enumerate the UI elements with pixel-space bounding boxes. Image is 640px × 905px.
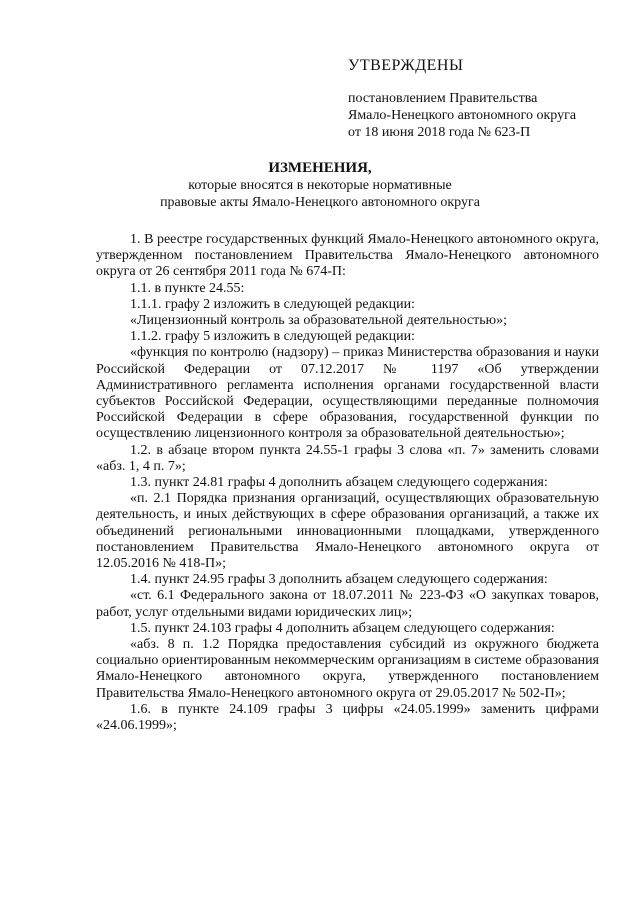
approval-line: от 18 июня 2018 года № 623-П — [348, 125, 531, 140]
paragraph-quote-1: «Лицензионный контроль за образовательной деятельностью»; — [130, 313, 508, 329]
approval-stamp — [348, 56, 608, 141]
paragraph-quote-2: «функция по контролю (надзору) – приказ Министерства образования и науки Российской Федерации от 07.12.2017 № 1197 «Об утверждении Административного регламента исполнения органами государственной власти субъектов Российской Федерации, осуществляющими переданные полномочия Российской Федерации в сфере образования, государственной функции по осуществлению лицензионного контроля за образовательной деятельностью»; — [96, 345, 599, 442]
paragraph-quote-4: «ст. 6.1 Федерального закона от 18.07.2011 № 223-ФЗ «О закупках товаров, работ, услуг отдельными видами юридических лиц»; — [96, 588, 599, 620]
document-subtitle-line: которые вносятся в некоторые нормативные — [188, 178, 452, 193]
paragraph-1-1: 1.1. в пункте 24.55: — [130, 280, 245, 296]
paragraph-1-1-1: 1.1.1. графу 2 изложить в следующей редакции: — [130, 296, 415, 312]
approval-line: постановлением Правительства — [348, 91, 538, 106]
approval-line: Ямало-Ненецкого автономного округа — [348, 108, 577, 123]
paragraph-1-6: 1.6. в пункте 24.109 графы 3 цифры «24.05.1999» заменить цифрами «24.06.1999»; — [96, 701, 599, 734]
paragraph-1-5: 1.5. пункт 24.103 графы 4 дополнить абзацем следующего содержания: — [130, 620, 555, 636]
document-body — [96, 232, 599, 734]
paragraph-1-3: 1.3. пункт 24.81 графы 4 дополнить абзацем следующего содержания: — [130, 475, 548, 491]
paragraph-1-1-2: 1.1.2. графу 5 изложить в следующей редакции: — [130, 329, 415, 345]
paragraph-1-4: 1.4. пункт 24.95 графы 3 дополнить абзацем следующего содержания: — [130, 572, 548, 588]
document-subtitle-line: правовые акты Ямало-Ненецкого автономного округа — [160, 195, 480, 210]
paragraph-1: 1. В реестре государственных функций Ямало-Ненецкого автономного округа, утвержденном постановлением Правительства Ямало-Ненецкого автономного округа от 26 сентября 2011 года № 674-П: — [96, 232, 599, 280]
document-heading — [0, 160, 640, 211]
paragraph-1-2: 1.2. в абзаце втором пункта 24.55-1 графы 3 слова «п. 7» заменить словами «абз. 1, 4 п. 7»; — [96, 442, 599, 474]
paragraph-quote-3: «п. 2.1 Порядка признания организаций, осуществляющих образовательную деятельность, и иных действующих в сфере образования организаций, а также их объединений региональными инновационными площадками, утвержденного постановлением Правительства Ямало-Ненецкого автономного округа от 12.05.2016 № 418-П»; — [96, 491, 599, 572]
document-title: ИЗМЕНЕНИЯ, — [268, 160, 372, 176]
paragraph-quote-5: «абз. 8 п. 1.2 Порядка предоставления субсидий из окружного бюджета социально ориентированным некоммерческим организациям в системе образования Ямало-Ненецкого автономного округа, утвержденного постановлением Правительства Ямало-Ненецкого автономного округа от 29.05.2017 № 502-П»; — [96, 637, 599, 701]
approval-title: УТВЕРЖДЕНЫ — [348, 57, 464, 74]
